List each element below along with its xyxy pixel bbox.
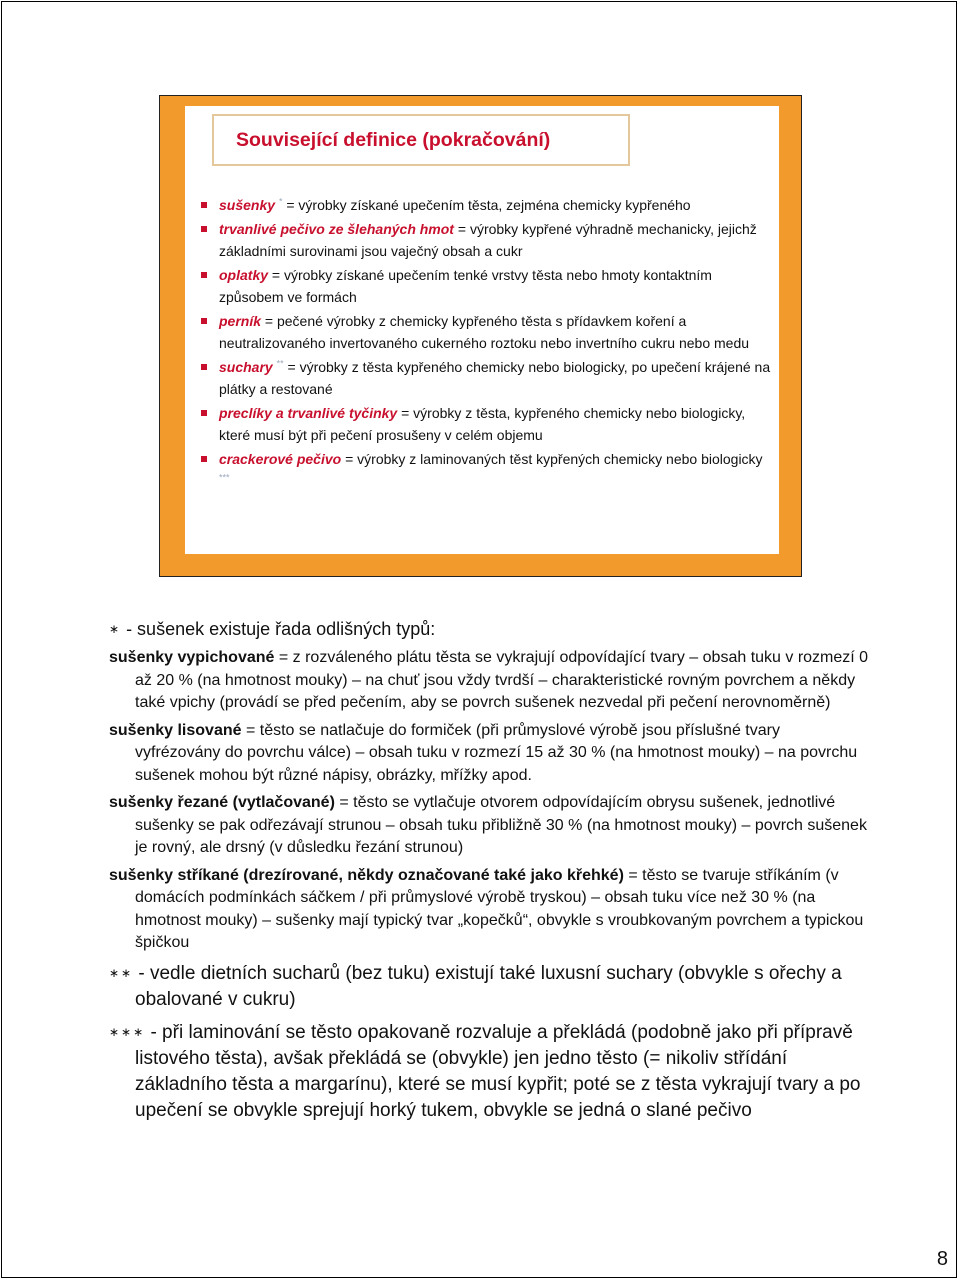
- cookie-type-text: = těsto se tvaruje stříkáním (v domácích podmínkách sáčkem / při průmyslové výrobě tryskou) – obsah tuku více než 30 % (na hmotnost mouky) – sušenky mají typický tvar „kopečků“, obvykle s vroubkovaným povrchem a typickou špičkou: [135, 866, 864, 951]
- triple-asterisk-icon: ∗∗∗: [109, 1024, 146, 1039]
- note-heading: [109, 616, 869, 642]
- footnote-double: [109, 960, 869, 1013]
- slide-title-box: [212, 114, 630, 166]
- bullet-icon: [201, 272, 207, 278]
- definition-term: trvanlivé pečivo ze šlehaných hmot: [219, 221, 454, 237]
- slide-image: [159, 95, 802, 577]
- definition-item: [199, 402, 771, 446]
- footnote-mark: ***: [219, 472, 230, 483]
- cookie-type-text: = z rozváleného plátu těsta se vykrajují odpovídající tvary – obsah tuku v rozmezí 0 až 20 % (na hmotnost mouky) – na chuť jsou vždy tvrdší – charakteristické rovným povrchem a někdy také vpichy (provádí se před pečením, aby se povrch sušenek nezvedal při pečení nerovnoměrně): [135, 649, 869, 711]
- bullet-icon: [201, 364, 207, 370]
- note-paragraph: [109, 792, 869, 860]
- definition-term: suchary: [219, 359, 273, 375]
- bullet-icon: [201, 318, 207, 324]
- slide-title: Související definice (pokračování): [236, 128, 551, 151]
- definition-term: perník: [219, 313, 262, 329]
- note-paragraph: [109, 647, 869, 715]
- slide-content: [185, 106, 779, 554]
- definition-term: crackerové pečivo: [219, 451, 342, 467]
- definition-text: = výrobky z těsta kypřeného chemicky nebo biologicky, po upečení krájené na plátky a restované: [219, 359, 771, 397]
- note-paragraph: [109, 720, 869, 788]
- definition-text: = výrobky z těsta, kypřeného chemicky nebo biologicky, které musí být při pečení prosušeny v celém objemu: [219, 405, 746, 443]
- bullet-icon: [201, 202, 207, 208]
- definition-list: [199, 194, 771, 494]
- cookie-type-text: = těsto se vytlačuje otvorem odpovídajícím obrysu sušenek, jednotlivé sušenky se pak odřezávají strunou – obsah tuku přibližně 30 % (na hmotnost mouky) – povrch sušenek je rovný, ale drsný (v důsledku řezání strunou): [135, 794, 867, 856]
- footnote-double-text: - vedle dietních sucharů (bez tuku) existují také luxusní suchary (obvykle s ořechy a obalované v cukru): [133, 962, 842, 1010]
- note-heading-text: - sušenek existuje řada odlišných typů:: [121, 619, 436, 639]
- definition-item: [199, 310, 771, 354]
- cookie-type-name: sušenky lisované: [109, 721, 242, 739]
- bullet-icon: [201, 456, 207, 462]
- double-asterisk-icon: ∗∗: [109, 965, 134, 980]
- cookie-type-name: sušenky řezané (vytlačované): [109, 794, 335, 811]
- notes-section: [109, 616, 869, 1130]
- definition-item: [199, 194, 771, 216]
- definition-item: [199, 448, 771, 492]
- bullet-icon: [201, 226, 207, 232]
- page-number: 8: [936, 1248, 948, 1270]
- footnote-mark: **: [276, 358, 284, 369]
- asterisk-icon: ∗: [109, 622, 122, 636]
- definition-text: = pečené výrobky z chemicky kypřeného těsta s přídavkem koření a neutralizovaného invertovaného cukerného roztoku nebo invertního cukru nebo medu: [219, 313, 750, 351]
- definition-item: [199, 264, 771, 308]
- definition-text: = výrobky z laminovaných těst kypřených chemicky nebo biologicky: [341, 451, 763, 467]
- definition-term: sušenky: [219, 197, 276, 213]
- cookie-type-name: sušenky stříkané (drezírované, někdy označované také jako křehké): [109, 866, 624, 884]
- definition-term: preclíky a trvanlivé tyčinky: [219, 405, 398, 421]
- cookie-type-name: sušenky vypichované: [109, 649, 275, 666]
- cookie-type-text: = těsto se natlačuje do formiček (při průmyslové výrobě jsou příslušné tvary vyfrézovány do povrchu válce) – obsah tuku v rozmezí 15 až 30 % (na hmotnost mouky) – na povrchu sušenek mohou být různé nápisy, obrázky, mřížky apod.: [135, 721, 858, 784]
- footnote-triple: [109, 1019, 869, 1124]
- definition-text: = výrobky získané upečením tenké vrstvy těsta nebo hmoty kontaktním způsobem ve formách: [219, 267, 712, 305]
- note-paragraph: [109, 865, 869, 955]
- footnote-mark: *: [278, 196, 283, 207]
- definition-term: oplatky: [219, 267, 269, 283]
- definition-item: [199, 218, 771, 262]
- footnote-triple-text: - při laminování se těsto opakovaně rozvaluje a překládá (podobně jako při přípravě listového těsta), avšak překládá se (obvykle) jen jedno těsto (= nikoliv střídání základního těsta a margarínu), které se musí kypřit; poté se z těsta vykrajují tvary a po upečení se obvykle sprejují horký tukem, obvykle se jedná o slané pečivo: [135, 1021, 861, 1121]
- definition-text: = výrobky získané upečením těsta, zejména chemicky kypřeného: [282, 197, 691, 213]
- definition-text: = výrobky kypřené výhradně mechanicky, jejichž základními surovinami jsou vaječný obsah a cukr: [219, 221, 757, 259]
- bullet-icon: [201, 410, 207, 416]
- definition-item: [199, 356, 771, 400]
